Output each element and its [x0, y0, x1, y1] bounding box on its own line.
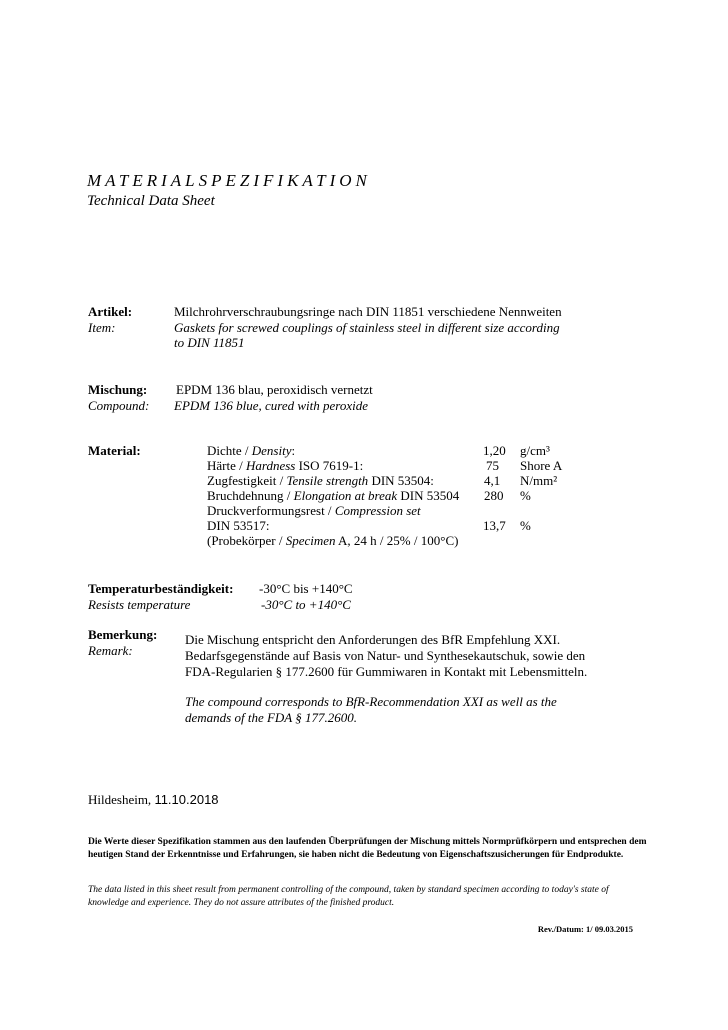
material-value-compression-set: 13,7 [483, 518, 506, 533]
material-row-hardness [207, 458, 363, 474]
property-en: Elongation at break [293, 488, 398, 503]
property-en: Hardness [245, 458, 296, 473]
remark-label-de: Bemerkung: [88, 627, 158, 642]
remark-de-line2: Bedarfsgegenstände auf Basis von Natur- und Synthesekautschuk, sowie den [185, 648, 586, 663]
compound-label-en: Compound: [88, 398, 150, 413]
article-text-en-line1: Gaskets for screwed couplings of stainless steel in different size according [174, 320, 560, 335]
material-unit-tensile: N/mm² [520, 473, 558, 488]
property-en: Density [251, 443, 292, 458]
material-row-compression-set [207, 503, 421, 519]
material-unit-hardness: Shore A [520, 458, 563, 473]
compound-text-en: EPDM 136 blue, cured with peroxide [174, 398, 368, 413]
property-de: Druckverformungsrest / [207, 503, 335, 518]
property-de: Dichte / [207, 443, 252, 458]
property-en: Compression set [334, 503, 421, 518]
place-date [88, 792, 219, 808]
property-de: Zugfestigkeit / [207, 473, 287, 488]
material-value-elongation: 280 [484, 488, 504, 503]
material-row-specimen [207, 533, 458, 549]
article-label-de: Artikel: [88, 304, 133, 319]
temperature-value-en: -30°C to +140°C [261, 597, 351, 612]
temperature-label-de: Temperaturbeständigkeit: [88, 581, 234, 596]
property-en: Tensile strength [286, 473, 369, 488]
temperature-value-de: -30°C bis +140°C [259, 581, 353, 596]
property-suffix: DIN 53504 [397, 488, 460, 503]
compound-text-de: EPDM 136 blau, peroxidisch vernetzt [176, 382, 373, 397]
material-row-density [207, 443, 295, 459]
remark-en-line1: The compound corresponds to BfR-Recommendation XXI as well as the [185, 694, 557, 709]
remark-de-line3: FDA-Regularien § 177.2600 für Gummiwaren in Kontakt mit Lebensmitteln. [185, 664, 588, 679]
property-de: (Probekörper / [207, 533, 286, 548]
article-text-en-line2: to DIN 11851 [174, 335, 245, 350]
material-unit-compression-set: % [520, 518, 531, 533]
material-row-elongation [207, 488, 459, 504]
material-value-density: 1,20 [483, 443, 506, 458]
footer-disclaimer-en: The data listed in this sheet result from permanent controlling of the compound, taken by standard specimen according to today's state of knowledge and experience. They do not assure attributes of the finished product. [88, 885, 609, 908]
document-subtitle: Technical Data Sheet [87, 193, 215, 209]
material-value-tensile: 4,1 [484, 473, 501, 488]
material-value-hardness: 75 [486, 458, 499, 473]
property-de: Bruchdehnung / [207, 488, 294, 503]
compound-label-de: Mischung: [88, 382, 148, 397]
date: 11.10.2018 [154, 792, 219, 807]
temperature-label-en: Resists temperature [88, 597, 191, 612]
revision-date: Rev./Datum: 1/ 09.03.2015 [537, 924, 633, 934]
property-suffix: A, 24 h / 25% / 100°C) [335, 533, 459, 548]
property-de: Härte / [207, 458, 246, 473]
material-row-din53517: DIN 53517: [207, 518, 270, 533]
remark-label-en: Remark: [88, 643, 133, 658]
property-suffix: ISO 7619-1: [295, 458, 364, 473]
remark-en-line2: demands of the FDA § 177.2600. [185, 710, 357, 725]
article-text-de: Milchrohrverschraubungsringe nach DIN 11851 verschiedene Nennweiten [174, 304, 562, 319]
footer-disclaimer-de: Die Werte dieser Spezifikation stammen aus den laufenden Überprüfungen der Mischung mittels Normprüfkörpern und entsprechen dem heutigen Stand der Erkenntnisse und Erfahrungen, sie haben nicht die Bedeutung von Eigenschaftszusicherungen für Endprodukte. [88, 837, 647, 860]
material-label: Material: [88, 443, 141, 458]
property-en: Specimen [285, 533, 336, 548]
property-suffix: DIN 53504: [368, 473, 434, 488]
material-row-tensile [207, 473, 434, 489]
article-label-en: Item: [88, 320, 116, 335]
document-title: MATERIALSPEZIFIKATION [87, 171, 371, 190]
material-unit-elongation: % [520, 488, 531, 503]
property-suffix: : [291, 443, 296, 458]
material-unit-density: g/cm³ [520, 443, 550, 458]
place: Hildesheim, [88, 792, 155, 807]
remark-de-line1: Die Mischung entspricht den Anforderungen des BfR Empfehlung XXI. [185, 632, 561, 647]
